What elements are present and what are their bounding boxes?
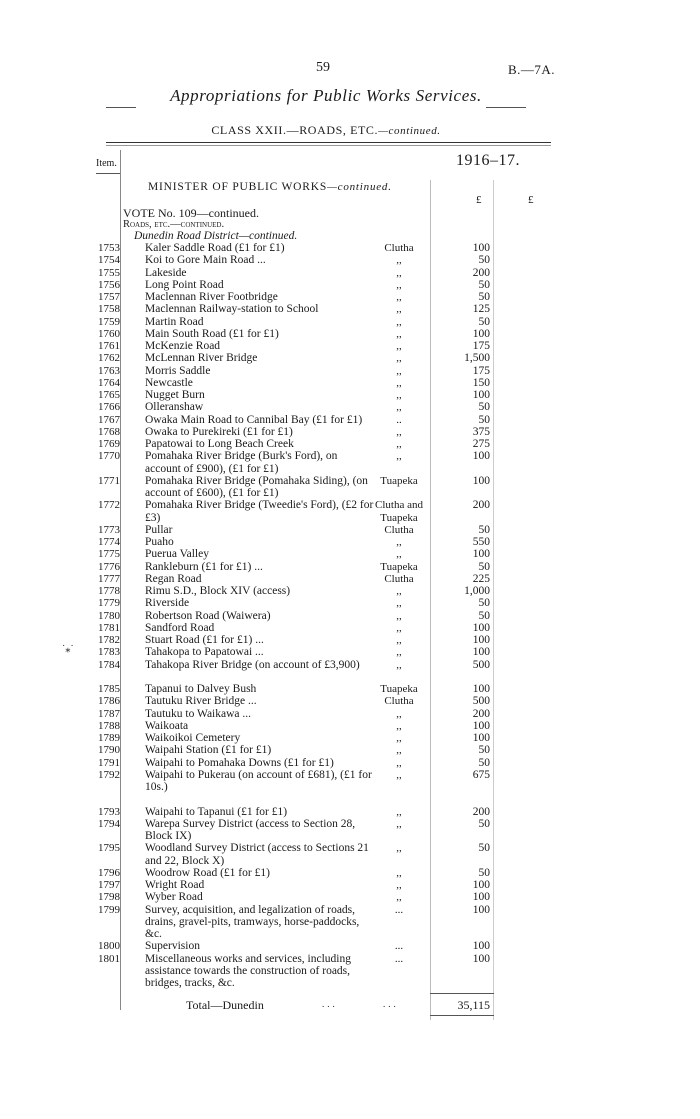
table-row bbox=[0, 683, 700, 695]
item-number: 1791 bbox=[98, 756, 120, 769]
table-row bbox=[0, 401, 700, 413]
item-number: 1787 bbox=[98, 707, 120, 720]
table-row bbox=[0, 634, 700, 646]
item-name: McLennan River Bridge bbox=[145, 352, 258, 365]
table-row bbox=[0, 585, 700, 597]
table-row bbox=[0, 365, 700, 377]
table-row bbox=[0, 242, 700, 254]
table-row bbox=[0, 328, 700, 340]
table-row bbox=[0, 548, 700, 560]
item-number: 1788 bbox=[98, 719, 120, 732]
item-number: 1779 bbox=[98, 597, 120, 610]
item-amount: 100 bbox=[472, 903, 490, 916]
table-row bbox=[0, 499, 700, 524]
table-row bbox=[0, 279, 700, 291]
item-number: 1753 bbox=[98, 242, 120, 254]
item-district: ,, bbox=[396, 744, 402, 757]
item-name: Tautuku to Waikawa ... bbox=[145, 707, 252, 720]
table-row bbox=[0, 818, 700, 843]
item-number: 1782 bbox=[98, 634, 120, 646]
page-number: 59 bbox=[316, 60, 330, 75]
item-amount: 1,500 bbox=[464, 352, 490, 365]
table-row bbox=[0, 720, 700, 732]
item-district: ,, bbox=[396, 303, 402, 316]
item-district: ,, bbox=[396, 266, 402, 279]
item-name: Pomahaka River Bridge (Pomahaka Siding), (on account of £600), (£1 for £1) bbox=[145, 474, 368, 499]
title-rule-left bbox=[106, 107, 136, 108]
item-district: Clutha bbox=[384, 242, 414, 254]
item-header-rule bbox=[96, 173, 121, 174]
table-row bbox=[0, 659, 700, 684]
table-row bbox=[0, 622, 700, 634]
item-amount: 50 bbox=[478, 842, 490, 855]
table-row bbox=[0, 757, 700, 769]
table-row bbox=[0, 340, 700, 352]
item-amount: 200 bbox=[472, 805, 490, 818]
item-amount: 125 bbox=[472, 303, 490, 316]
item-district: ,, bbox=[396, 291, 402, 303]
item-district: ,, bbox=[396, 278, 402, 291]
item-amount: 100 bbox=[472, 732, 490, 744]
item-name: Martin Road bbox=[145, 315, 204, 328]
item-amount: 200 bbox=[472, 499, 490, 512]
item-district: ,, bbox=[396, 842, 402, 855]
item-number: 1771 bbox=[98, 474, 120, 487]
item-district: ,, bbox=[396, 805, 402, 818]
table-row bbox=[0, 597, 700, 609]
item-number: 1756 bbox=[98, 278, 120, 291]
item-district: Tuapeka bbox=[380, 474, 418, 487]
item-name: Koi to Gore Main Road ... bbox=[145, 254, 266, 267]
item-name: Rimu S.D., Block XIV (access) bbox=[145, 585, 291, 597]
item-name: Pomahaka River Bridge (Tweedie's Ford), (£2 for £3) bbox=[145, 499, 374, 524]
item-amount: 50 bbox=[478, 523, 490, 536]
item-district: ,, bbox=[396, 548, 402, 561]
table-row bbox=[0, 867, 700, 879]
roads-subheading: Roads, etc.—continued. bbox=[123, 219, 225, 230]
item-name: Waipahi Station (£1 for £1) bbox=[145, 744, 272, 757]
minister-heading bbox=[148, 181, 392, 193]
table-row bbox=[0, 414, 700, 426]
table-row bbox=[0, 254, 700, 266]
minister-continued: —continued. bbox=[327, 181, 392, 193]
item-number: 1772 bbox=[98, 499, 120, 512]
item-amount: 100 bbox=[472, 646, 490, 659]
item-number: 1754 bbox=[98, 254, 120, 267]
item-amount: 50 bbox=[478, 401, 490, 414]
item-amount: 100 bbox=[472, 634, 490, 646]
item-number: 1785 bbox=[98, 683, 120, 695]
table-row bbox=[0, 842, 700, 867]
item-number: 1774 bbox=[98, 536, 120, 548]
item-amount: 50 bbox=[478, 278, 490, 291]
item-amount: 100 bbox=[472, 327, 490, 340]
item-number: 1800 bbox=[98, 940, 120, 953]
item-district: Clutha bbox=[384, 572, 414, 585]
item-district: ,, bbox=[396, 609, 402, 622]
item-amount: 550 bbox=[472, 536, 490, 548]
item-number: 1794 bbox=[98, 817, 120, 830]
item-amount: 175 bbox=[472, 340, 490, 352]
item-district: ,, bbox=[396, 425, 402, 438]
item-district: ,, bbox=[396, 866, 402, 879]
item-amount: 100 bbox=[472, 683, 490, 695]
total-leader-dots: ... bbox=[322, 999, 338, 1009]
item-name: Tahakopa to Papatowai ... bbox=[145, 646, 264, 659]
item-name: Supervision bbox=[145, 940, 200, 953]
item-name: Woodrow Road (£1 for £1) bbox=[145, 866, 270, 879]
item-name: Owaka Main Road to Cannibal Bay (£1 for £1) bbox=[145, 413, 363, 426]
item-amount: 50 bbox=[478, 817, 490, 830]
item-amount: 50 bbox=[478, 315, 490, 328]
item-number: 1764 bbox=[98, 376, 120, 389]
item-district: ,, bbox=[396, 646, 402, 659]
total-leader-dots-2: ... bbox=[383, 999, 399, 1009]
item-number: 1798 bbox=[98, 891, 120, 904]
item-district: ,, bbox=[396, 315, 402, 328]
total-label: Total—Dunedin bbox=[186, 998, 264, 1012]
table-row bbox=[0, 536, 700, 548]
item-amount: 200 bbox=[472, 707, 490, 720]
item-name: Waikoata bbox=[145, 719, 189, 732]
item-amount: 100 bbox=[472, 548, 490, 561]
item-number: 1801 bbox=[98, 952, 120, 965]
table-row bbox=[0, 389, 700, 401]
item-name: Tahakopa River Bridge (on account of £3,900) bbox=[145, 658, 360, 671]
item-amount: 675 bbox=[472, 768, 490, 781]
total-rule-top bbox=[430, 993, 494, 994]
item-district: ,, bbox=[396, 756, 402, 769]
item-number: 1780 bbox=[98, 609, 120, 622]
item-number: 1767 bbox=[98, 413, 120, 426]
pound-unit-1: £ bbox=[476, 194, 482, 206]
item-name: Tapanui to Dalvey Bush bbox=[145, 683, 257, 695]
item-amount: 50 bbox=[478, 413, 490, 426]
item-amount: 100 bbox=[472, 879, 490, 891]
item-number: 1781 bbox=[98, 621, 120, 634]
header-rule-thin bbox=[106, 145, 551, 146]
item-district: ,, bbox=[396, 364, 402, 377]
minister-text: MINISTER OF PUBLIC WORKS bbox=[148, 181, 328, 193]
item-amount: 200 bbox=[472, 266, 490, 279]
item-amount: 1,000 bbox=[464, 585, 490, 597]
item-amount: 100 bbox=[472, 891, 490, 904]
item-column-header: Item. bbox=[96, 158, 117, 169]
table-row bbox=[0, 708, 700, 720]
table-row bbox=[0, 524, 700, 536]
item-number: 1755 bbox=[98, 266, 120, 279]
item-name: Olleranshaw bbox=[145, 401, 204, 414]
table-row bbox=[0, 475, 700, 500]
class-heading-continued: —continued. bbox=[378, 125, 441, 137]
item-name: Riverside bbox=[145, 597, 190, 610]
item-number: 1786 bbox=[98, 695, 120, 708]
item-name: McKenzie Road bbox=[145, 340, 221, 352]
table-row bbox=[0, 879, 700, 891]
table-row bbox=[0, 769, 700, 806]
total-rule-bottom bbox=[430, 1015, 494, 1016]
item-amount: 375 bbox=[472, 425, 490, 438]
item-number: 1757 bbox=[98, 291, 120, 303]
item-name: Regan Road bbox=[145, 572, 202, 585]
item-district: ,, bbox=[396, 719, 402, 732]
item-amount: 100 bbox=[472, 719, 490, 732]
table-row bbox=[0, 377, 700, 389]
item-name: Rankleburn (£1 for £1) ... bbox=[145, 560, 263, 573]
item-name: Robertson Road (Waiwera) bbox=[145, 609, 271, 622]
item-district: ,, bbox=[396, 450, 402, 463]
item-name: Wyber Road bbox=[145, 891, 203, 904]
item-district: ... bbox=[394, 940, 404, 953]
item-district: ... bbox=[394, 952, 404, 965]
item-amount: 500 bbox=[472, 658, 490, 671]
title-rule-right bbox=[486, 107, 526, 108]
item-name: Survey, acquisition, and legalization of roads, drains, gravel-pits, tramways, horse-paddocks, &c. bbox=[145, 903, 360, 940]
item-name: Waikoikoi Cemetery bbox=[145, 732, 241, 744]
table-row bbox=[0, 904, 700, 941]
item-number: 1776 bbox=[98, 560, 120, 573]
table-row bbox=[0, 438, 700, 450]
item-number: 1773 bbox=[98, 523, 120, 536]
table-row bbox=[0, 744, 700, 756]
item-number: 1796 bbox=[98, 866, 120, 879]
item-number: 1758 bbox=[98, 303, 120, 316]
item-name: Kaler Saddle Road (£1 for £1) bbox=[145, 242, 285, 254]
item-district: Clutha and Tuapeka bbox=[375, 499, 423, 524]
vote-heading: VOTE No. 109—continued. bbox=[123, 206, 259, 220]
item-district: ,, bbox=[396, 389, 402, 401]
item-amount: 50 bbox=[478, 744, 490, 757]
item-name: Waipahi to Pukerau (on account of £681), (£1 for 10s.) bbox=[145, 768, 372, 793]
item-district: ,, bbox=[396, 732, 402, 744]
item-number: 1760 bbox=[98, 327, 120, 340]
item-name: Main South Road (£1 for £1) bbox=[145, 327, 279, 340]
header-rule bbox=[106, 142, 551, 143]
item-name: Warepa Survey District (access to Section 28, Block IX) bbox=[145, 817, 356, 842]
item-name: Pomahaka River Bridge (Burk's Ford), on account of £900), (£1 for £1) bbox=[145, 450, 338, 475]
item-district: Tuapeka bbox=[380, 560, 418, 573]
year-column-header: 1916–17. bbox=[456, 152, 520, 169]
item-district: ... bbox=[394, 903, 404, 916]
item-number: 1759 bbox=[98, 315, 120, 328]
table-row bbox=[0, 316, 700, 328]
item-name: Stuart Road (£1 for £1) ... bbox=[145, 634, 264, 646]
item-name: Owaka to Purekireki (£1 for £1) bbox=[145, 425, 293, 438]
item-amount: 100 bbox=[472, 952, 490, 965]
item-district: ,, bbox=[396, 585, 402, 597]
item-number: 1783 bbox=[98, 646, 120, 659]
table-row bbox=[0, 303, 700, 315]
item-name: Puerua Valley bbox=[145, 548, 209, 561]
table-row bbox=[0, 806, 700, 818]
item-name: Long Point Road bbox=[145, 278, 224, 291]
item-district: ,, bbox=[396, 254, 402, 267]
item-amount: 100 bbox=[472, 940, 490, 953]
item-amount: 175 bbox=[472, 364, 490, 377]
item-number: 1768 bbox=[98, 425, 120, 438]
item-name: Wright Road bbox=[145, 879, 205, 891]
table-row bbox=[0, 953, 700, 1002]
table-row bbox=[0, 732, 700, 744]
item-amount: 50 bbox=[478, 866, 490, 879]
item-number: 1799 bbox=[98, 903, 120, 916]
item-district: ,, bbox=[396, 879, 402, 891]
item-name: Miscellaneous works and services, including assistance towards the construction of roads, bridges, tracks, &c. bbox=[145, 952, 351, 989]
item-amount: 50 bbox=[478, 560, 490, 573]
item-number: 1784 bbox=[98, 658, 120, 671]
item-district: ,, bbox=[396, 621, 402, 634]
table-row bbox=[0, 891, 700, 903]
item-amount: 100 bbox=[472, 450, 490, 463]
item-number: 1765 bbox=[98, 389, 120, 401]
item-amount: 275 bbox=[472, 438, 490, 450]
item-district: ,, bbox=[396, 768, 402, 781]
item-number: 1795 bbox=[98, 842, 120, 855]
table-row bbox=[0, 352, 700, 364]
item-amount: 500 bbox=[472, 695, 490, 708]
item-name: Waipahi to Pomahaka Downs (£1 for £1) bbox=[145, 756, 334, 769]
table-row bbox=[0, 573, 700, 585]
item-name: Pullar bbox=[145, 523, 173, 536]
item-name: Lakeside bbox=[145, 266, 187, 279]
item-district: ,, bbox=[396, 634, 402, 646]
table-row bbox=[0, 646, 700, 658]
item-amount: 150 bbox=[472, 376, 490, 389]
item-district: Tuapeka bbox=[380, 683, 418, 695]
item-amount: 50 bbox=[478, 756, 490, 769]
item-name: Tautuku River Bridge ... bbox=[145, 695, 257, 708]
district-subheading: Dunedin Road District—continued. bbox=[134, 230, 298, 242]
item-name: Sandford Road bbox=[145, 621, 215, 634]
table-row bbox=[0, 426, 700, 438]
item-name: Puaho bbox=[145, 536, 174, 548]
table-row bbox=[0, 695, 700, 707]
table-row bbox=[0, 610, 700, 622]
item-amount: 100 bbox=[472, 621, 490, 634]
item-name: Maclennan River Footbridge bbox=[145, 291, 278, 303]
item-district: .. bbox=[396, 413, 402, 426]
item-name: Newcastle bbox=[145, 376, 193, 389]
item-number: 1797 bbox=[98, 879, 120, 891]
item-district: ,, bbox=[396, 658, 402, 671]
item-number: 1789 bbox=[98, 732, 120, 744]
item-number: 1761 bbox=[98, 340, 120, 352]
class-heading-text: CLASS XXII.—ROADS, ETC. bbox=[211, 123, 379, 137]
item-number: 1762 bbox=[98, 352, 120, 365]
item-amount: 50 bbox=[478, 254, 490, 267]
pound-unit-2: £ bbox=[528, 194, 534, 206]
item-name: Waipahi to Tapanui (£1 for £1) bbox=[145, 805, 288, 818]
item-amount: 50 bbox=[478, 597, 490, 610]
item-number: 1766 bbox=[98, 401, 120, 414]
item-district: ,, bbox=[396, 438, 402, 450]
item-number: 1790 bbox=[98, 744, 120, 757]
item-number: 1792 bbox=[98, 768, 120, 781]
item-district: ,, bbox=[396, 401, 402, 414]
item-district: Clutha bbox=[384, 523, 414, 536]
item-name: Maclennan Railway-station to School bbox=[145, 303, 319, 316]
margin-mark: ˙⁎˙ bbox=[62, 644, 74, 655]
document-reference: B.—7A. bbox=[508, 62, 556, 77]
item-amount: 100 bbox=[472, 474, 490, 487]
item-amount: 100 bbox=[472, 242, 490, 254]
item-name: Papatowai to Long Beach Creek bbox=[145, 438, 294, 450]
item-district: ,, bbox=[396, 597, 402, 610]
item-number: 1769 bbox=[98, 438, 120, 450]
item-amount: 225 bbox=[472, 572, 490, 585]
item-district: ,, bbox=[396, 340, 402, 352]
item-number: 1770 bbox=[98, 450, 120, 463]
item-number: 1778 bbox=[98, 585, 120, 597]
table-row bbox=[0, 291, 700, 303]
table-row bbox=[0, 940, 700, 952]
item-amount: 50 bbox=[478, 609, 490, 622]
item-district: ,, bbox=[396, 536, 402, 548]
item-number: 1793 bbox=[98, 805, 120, 818]
item-district: ,, bbox=[396, 352, 402, 365]
item-name: Nugget Burn bbox=[145, 389, 205, 401]
table-row bbox=[0, 561, 700, 573]
class-heading bbox=[0, 123, 652, 138]
item-district: ,, bbox=[396, 327, 402, 340]
item-district: ,, bbox=[396, 376, 402, 389]
total-amount: 35,115 bbox=[457, 998, 490, 1012]
item-district: ,, bbox=[396, 707, 402, 720]
table-row bbox=[0, 450, 700, 475]
item-district: ,, bbox=[396, 891, 402, 904]
item-district: ,, bbox=[396, 817, 402, 830]
page-title: Appropriations for Public Works Services. bbox=[170, 86, 482, 105]
item-amount: 50 bbox=[478, 291, 490, 303]
item-amount: 100 bbox=[472, 389, 490, 401]
item-number: 1763 bbox=[98, 364, 120, 377]
item-district: Clutha bbox=[384, 695, 414, 708]
item-name: Morris Saddle bbox=[145, 364, 211, 377]
item-number: 1777 bbox=[98, 572, 120, 585]
item-name: Woodland Survey District (access to Sections 21 and 22, Block X) bbox=[145, 842, 369, 867]
item-number: 1775 bbox=[98, 548, 120, 561]
table-row bbox=[0, 267, 700, 279]
